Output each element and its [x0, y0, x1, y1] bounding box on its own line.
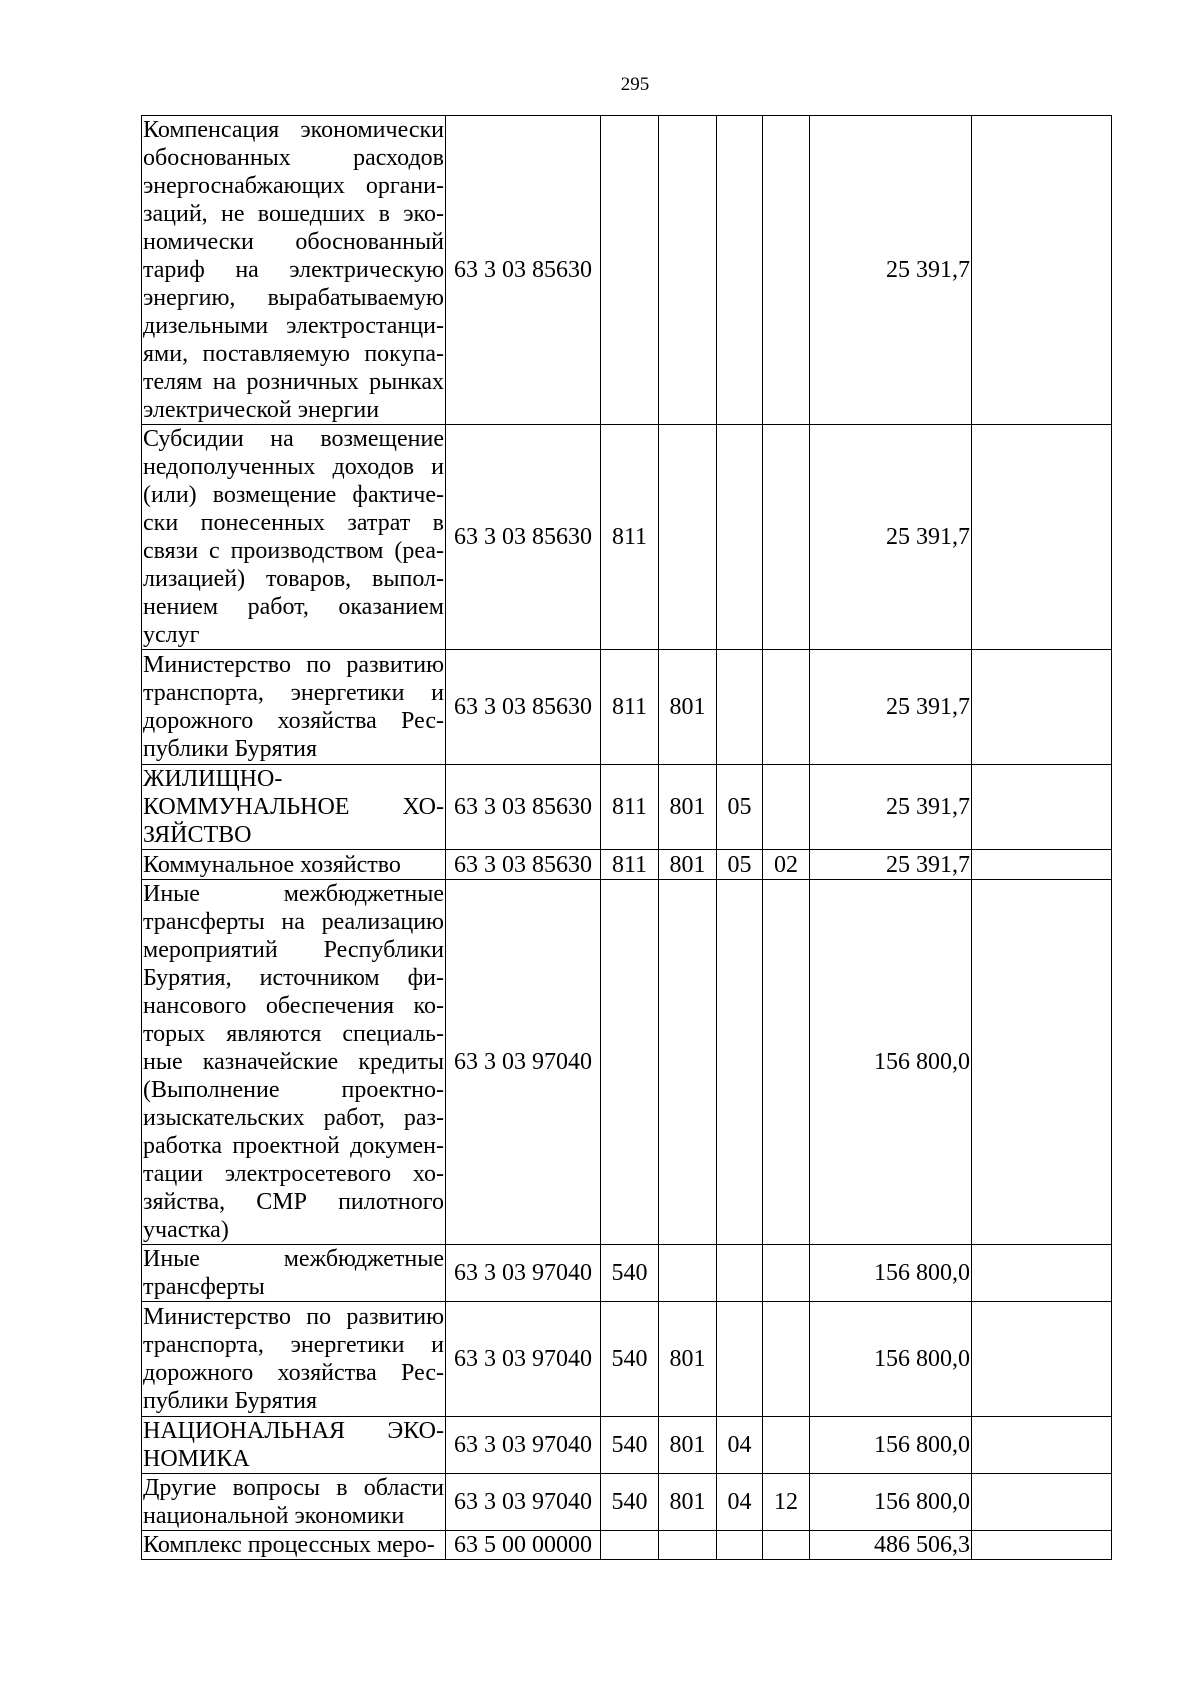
row-name: Министерство по развитию транспорта, энергетики и дорожного хозяйства Республики Бурятия — [142, 1302, 446, 1417]
row-col3: 811 — [601, 765, 659, 850]
row-col6 — [763, 1302, 810, 1417]
table-row — [142, 1474, 1112, 1531]
table-row — [142, 1417, 1112, 1474]
row-col6 — [763, 1531, 810, 1560]
row-name: НАЦИОНАЛЬНАЯ ЭКОНОМИКА — [143, 1418, 444, 1472]
row-empty-cell — [972, 880, 1112, 1245]
table-row — [142, 1531, 1112, 1560]
row-empty-cell — [972, 1417, 1112, 1474]
row-name: Другие вопросы в области национальной экономики — [143, 1475, 444, 1529]
row-empty-cell — [972, 1302, 1112, 1417]
row-col3: 811 — [601, 850, 659, 880]
row-col5 — [717, 1302, 763, 1417]
row-col3 — [601, 880, 659, 1245]
row-col3: 540 — [601, 1245, 659, 1302]
row-name: Министерство по развитию транспорта, энергетики и дорожного хозяйства Республики Бурятия — [142, 650, 446, 765]
table-row — [142, 1302, 1112, 1417]
table-row — [142, 425, 1112, 650]
row-col3: 540 — [601, 1302, 659, 1417]
row-col4 — [659, 880, 717, 1245]
row-code: 63 3 03 85630 — [446, 765, 601, 850]
row-sum: 25 391,7 — [810, 850, 972, 880]
row-col4: 801 — [659, 650, 717, 765]
row-empty-cell — [972, 425, 1112, 650]
row-name: Субсидии на возмещение недополученных доходов и (или) возмещение фактически понесенных затрат в связи с производством (реализацией) товаров, выполнением работ, оказанием услуг — [143, 426, 444, 648]
row-sum: 25 391,7 — [810, 425, 972, 650]
table-row — [142, 1245, 1112, 1302]
row-col6 — [763, 765, 810, 850]
row-empty-cell — [972, 765, 1112, 850]
row-col3: 540 — [601, 1474, 659, 1531]
row-name: Иные межбюджетные трансферты — [143, 1246, 444, 1300]
row-code: 63 3 03 85630 — [446, 650, 601, 765]
row-col5: 05 — [717, 765, 763, 850]
row-col5: 04 — [717, 1474, 763, 1531]
row-empty-cell — [972, 1474, 1112, 1531]
budget-table-body — [142, 116, 1112, 1560]
row-sum: 156 800,0 — [810, 1417, 972, 1474]
row-col6: 12 — [763, 1474, 810, 1531]
row-col5: 05 — [717, 850, 763, 880]
table-row — [142, 850, 1112, 880]
row-empty-cell — [972, 650, 1112, 765]
row-col4: 801 — [659, 850, 717, 880]
row-col3: 811 — [601, 650, 659, 765]
row-name: ЖИЛИЩНО-КОММУНАЛЬНОЕ ХОЗЯЙСТВО — [143, 766, 444, 848]
table-row — [142, 116, 1112, 425]
row-sum: 25 391,7 — [810, 765, 972, 850]
row-col4 — [659, 116, 717, 425]
row-col3: 811 — [601, 425, 659, 650]
budget-table — [141, 115, 1112, 1560]
row-col5 — [717, 425, 763, 650]
row-col5 — [717, 1245, 763, 1302]
row-col4: 801 — [659, 1474, 717, 1531]
row-code: 63 3 03 85630 — [446, 425, 601, 650]
row-col6 — [763, 1245, 810, 1302]
row-col6: 02 — [763, 850, 810, 880]
row-empty-cell — [972, 1531, 1112, 1560]
row-col3 — [601, 1531, 659, 1560]
row-code: 63 3 03 97040 — [446, 1474, 601, 1531]
row-col3 — [601, 116, 659, 425]
row-code: 63 3 03 85630 — [446, 850, 601, 880]
row-col5 — [717, 650, 763, 765]
row-code: 63 3 03 97040 — [446, 1302, 601, 1417]
row-col4 — [659, 425, 717, 650]
table-row — [142, 765, 1112, 850]
row-col6 — [763, 116, 810, 425]
row-empty-cell — [972, 1245, 1112, 1302]
row-col5 — [717, 1531, 763, 1560]
row-col3: 540 — [601, 1417, 659, 1474]
row-sum: 486 506,3 — [810, 1531, 972, 1560]
row-col4: 801 — [659, 765, 717, 850]
row-code: 63 3 03 85630 — [446, 116, 601, 425]
row-code: 63 5 00 00000 — [446, 1531, 601, 1560]
row-empty-cell — [972, 116, 1112, 425]
row-col6 — [763, 880, 810, 1245]
table-row — [142, 650, 1112, 765]
row-code: 63 3 03 97040 — [446, 1417, 601, 1474]
table-row — [142, 880, 1112, 1245]
page-number: 295 — [620, 74, 650, 95]
row-col5: 04 — [717, 1417, 763, 1474]
row-col4: 801 — [659, 1302, 717, 1417]
row-col4: 801 — [659, 1417, 717, 1474]
row-sum: 156 800,0 — [810, 1474, 972, 1531]
row-col4 — [659, 1245, 717, 1302]
row-sum: 156 800,0 — [810, 1302, 972, 1417]
row-sum: 25 391,7 — [810, 116, 972, 425]
row-name: Иные межбюджетные трансферты на реализацию мероприятий Республики Бурятия, источником финансового обеспечения которых являются специальные казначейские кредиты (Выполнение проектно-изыскательских работ, разработка проектной документации электросетевого хозяйства, СМР пилотного участка) — [143, 881, 444, 1243]
row-col5 — [717, 116, 763, 425]
row-code: 63 3 03 97040 — [446, 1245, 601, 1302]
row-code: 63 3 03 97040 — [446, 880, 601, 1245]
row-name: Коммунальное хозяйство — [142, 850, 446, 880]
row-col6 — [763, 1417, 810, 1474]
row-empty-cell — [972, 850, 1112, 880]
row-name: Комплекс процессных меро- — [142, 1531, 446, 1560]
row-col6 — [763, 650, 810, 765]
row-sum: 156 800,0 — [810, 1245, 972, 1302]
row-sum: 156 800,0 — [810, 880, 972, 1245]
row-sum: 25 391,7 — [810, 650, 972, 765]
row-name: Компенсация экономически обоснованных расходов энергоснабжающих организаций, не вошедших в экономически обоснованный тариф на электрическую энергию, вырабатываемую дизельными электростанциями, поставляемую покупателям на розничных рынках электрической энергии — [143, 117, 444, 423]
row-col5 — [717, 880, 763, 1245]
row-col4 — [659, 1531, 717, 1560]
row-col6 — [763, 425, 810, 650]
